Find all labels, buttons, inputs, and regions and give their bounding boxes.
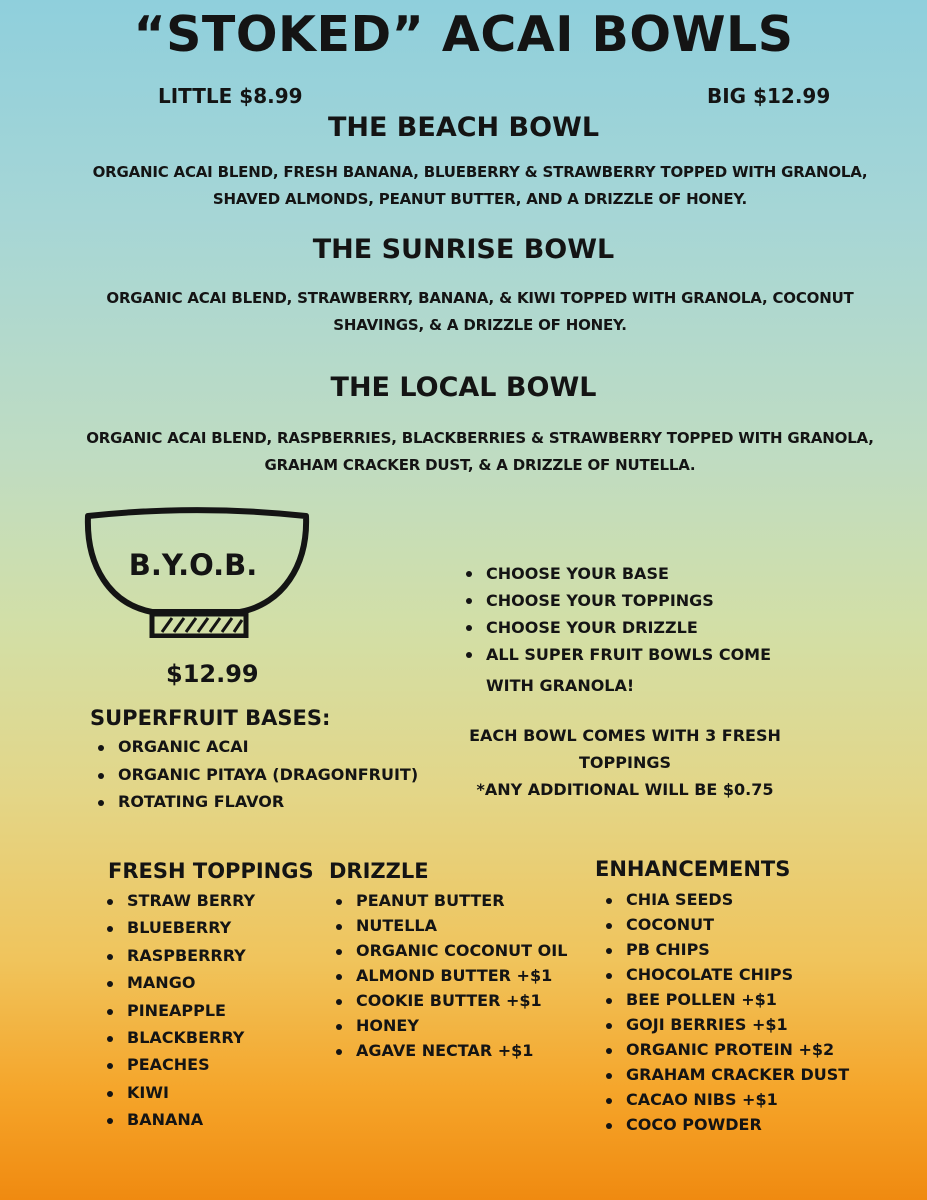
list-item: BLUEBERRY — [127, 918, 255, 945]
sunrise-bowl-description — [80, 285, 880, 339]
list-item: HONEY — [356, 1016, 567, 1041]
list-item: PEANUT BUTTER — [356, 891, 567, 916]
list-item: PB CHIPS — [626, 940, 849, 965]
list-item: CHOOSE YOUR DRIZZLE — [486, 617, 771, 644]
list-item: CHIA SEEDS — [626, 890, 849, 915]
beach-bowl-description — [80, 159, 880, 213]
beach-bowl-desc-line1: ORGANIC ACAI BLEND, FRESH BANANA, BLUEBERRY & STRAWBERRY TOPPED WITH GRANOLA, — [92, 163, 868, 181]
list-item: PINEAPPLE — [127, 1001, 255, 1028]
size-big-price: BIG $12.99 — [707, 84, 831, 108]
list-item: COCO POWDER — [626, 1115, 849, 1140]
enhancements-list — [626, 890, 849, 1140]
list-item: MANGO — [127, 973, 255, 1000]
list-item: PEACHES — [127, 1055, 255, 1082]
drizzle-list — [356, 891, 567, 1066]
size-little-price: LITTLE $8.99 — [158, 84, 303, 108]
bases-list — [118, 737, 418, 820]
enhancements-heading: ENHANCEMENTS — [595, 857, 791, 881]
list-item: ALMOND BUTTER +$1 — [356, 966, 567, 991]
note-line2: *ANY ADDITIONAL WILL BE $0.75 — [476, 780, 774, 799]
sunrise-bowl-desc-line2: SHAVINGS, & A DRIZZLE OF HONEY. — [333, 316, 627, 334]
list-item: BEE POLLEN +$1 — [626, 990, 849, 1015]
toppings-heading: FRESH TOPPINGS — [108, 859, 314, 883]
list-item: ROTATING FLAVOR — [118, 792, 418, 820]
beach-bowl-name: THE BEACH BOWL — [327, 112, 600, 143]
drizzle-heading: DRIZZLE — [329, 859, 429, 883]
list-item: ORGANIC COCONUT OIL — [356, 941, 567, 966]
note-line1: EACH BOWL COMES WITH 3 FRESH TOPPINGS — [469, 726, 781, 772]
list-item: BLACKBERRY — [127, 1028, 255, 1055]
local-bowl-desc-line1: ORGANIC ACAI BLEND, RASPBERRIES, BLACKBERRIES & STRAWBERRY TOPPED WITH GRANOLA, — [86, 429, 874, 447]
list-item: GRAHAM CRACKER DUST — [626, 1065, 849, 1090]
local-bowl-desc-line2: GRAHAM CRACKER DUST, & A DRIZZLE OF NUTELLA. — [264, 456, 696, 474]
local-bowl-name: THE LOCAL BOWL — [330, 372, 597, 403]
byob-label: B.Y.O.B. — [128, 548, 258, 582]
list-item: CHOOSE YOUR BASE — [486, 563, 771, 590]
list-item: COCONUT — [626, 915, 849, 940]
list-item: AGAVE NECTAR +$1 — [356, 1041, 567, 1066]
list-item: ORGANIC PROTEIN +$2 — [626, 1040, 849, 1065]
list-item: CACAO NIBS +$1 — [626, 1090, 849, 1115]
toppings-list — [127, 891, 255, 1138]
byob-step-continuation: WITH GRANOLA! — [486, 676, 635, 695]
list-item: GOJI BERRIES +$1 — [626, 1015, 849, 1040]
sunrise-bowl-name: THE SUNRISE BOWL — [312, 234, 615, 265]
list-item: ORGANIC PITAYA (DRAGONFRUIT) — [118, 765, 418, 793]
byob-toppings-note — [430, 722, 820, 803]
byob-steps-list — [486, 563, 771, 671]
bases-heading: SUPERFRUIT BASES: — [90, 706, 331, 730]
list-item: KIWI — [127, 1083, 255, 1110]
list-item: ALL SUPER FRUIT BOWLS COME — [486, 644, 771, 671]
local-bowl-description — [80, 425, 880, 479]
list-item: RASPBERRRY — [127, 946, 255, 973]
list-item: STRAW BERRY — [127, 891, 255, 918]
beach-bowl-desc-line2: SHAVED ALMONDS, PEANUT BUTTER, AND A DRIZZLE OF HONEY. — [212, 190, 748, 208]
list-item: CHOCOLATE CHIPS — [626, 965, 849, 990]
sunrise-bowl-desc-line1: ORGANIC ACAI BLEND, STRAWBERRY, BANANA, & KIWI TOPPED WITH GRANOLA, COCONUT — [106, 289, 854, 307]
list-item: COOKIE BUTTER +$1 — [356, 991, 567, 1016]
list-item: CHOOSE YOUR TOPPINGS — [486, 590, 771, 617]
list-item: BANANA — [127, 1110, 255, 1137]
list-item: NUTELLA — [356, 916, 567, 941]
byob-price: $12.99 — [166, 660, 259, 688]
menu-title: “STOKED” ACAI BOWLS — [133, 6, 794, 63]
list-item: ORGANIC ACAI — [118, 737, 418, 765]
